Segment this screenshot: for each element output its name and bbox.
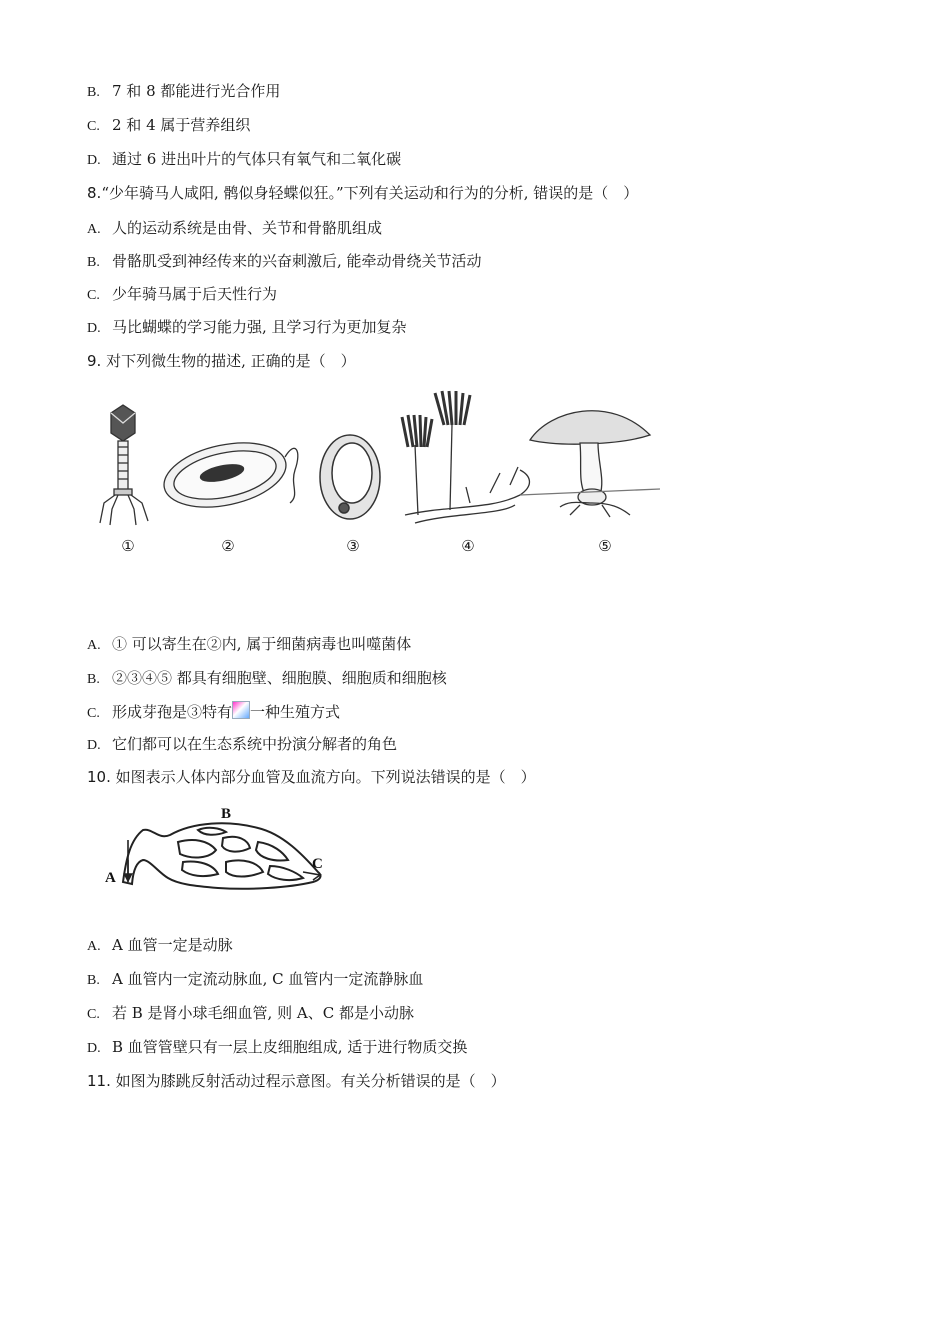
figure-label-4: ④ [461,537,475,555]
vessel-label-b: B [221,806,232,822]
blood-vessel-figure [98,800,348,900]
q8-option-d: D. 马比蝴蝶的学习能力强, 且学习行为更加复杂 [87,318,407,336]
figure-label-5: ⑤ [598,537,612,555]
q11-stem: 11. 如图为膝跳反射活动过程示意图。有关分析错误的是（ ） [87,1072,506,1090]
capillary-network-drawing [98,800,348,900]
q9-option-a: A. ① 可以寄生在②内, 属于细菌病毒也叫噬菌体 [87,635,412,653]
yeast-drawing [320,435,380,519]
penicillium-drawing [402,391,529,523]
q8-option-b: B. 骨骼肌受到神经传来的兴奋刺激后, 能牵动骨绕关节活动 [87,252,482,270]
mushroom-drawing [520,411,660,517]
bacterium-drawing [158,433,298,517]
q9-option-c: C. 形成芽孢是③特有 一种生殖方式 [87,703,341,721]
vessel-label-a: A [105,870,116,886]
q7-option-d: D. 通过 6 进出叶片的气体只有氧气和二氧化碳 [87,150,402,168]
q10-option-b: B. A 血管内一定流动脉血, C 血管内一定流静脉血 [87,970,424,988]
figure-label-3: ③ [346,537,360,555]
q10-option-d: D. B 血管管壁只有一层上皮细胞组成, 适于进行物质交换 [87,1038,468,1056]
figure-label-1: ① [121,537,135,555]
q9-option-d: D. 它们都可以在生态系统中扮演分解者的角色 [87,735,398,753]
broken-image-icon [232,701,250,719]
figure-label-2: ② [221,537,235,555]
q10-option-a: A. A 血管一定是动脉 [87,936,233,954]
q7-option-b: B. 7 和 8 都能进行光合作用 [87,82,281,100]
q10-option-c: C. 若 B 是肾小球毛细血管, 则 A、C 都是小动脉 [87,1004,414,1022]
bacteriophage-drawing [100,405,148,525]
q9-stem: 9. 对下列微生物的描述, 正确的是（ ） [87,352,356,370]
q8-stem: 8.“少年骑马人咸阳, 鹘似身轻蝶似狂。”下列有关运动和行为的分析, 错误的是（ ） [87,184,639,202]
microorganism-figure [90,385,670,555]
q9-option-b: B. ②③④⑤ 都具有细胞壁、细胞膜、细胞质和细胞核 [87,669,447,687]
q7-option-c: C. 2 和 4 属于营养组织 [87,116,251,134]
q8-option-c: C. 少年骑马属于后天性行为 [87,285,278,303]
q8-option-a: A. 人的运动系统是由骨、关节和骨骼肌组成 [87,219,383,237]
vessel-label-c: C [312,856,323,872]
q10-stem: 10. 如图表示人体内部分血管及血流方向。下列说法错误的是（ ） [87,768,536,786]
